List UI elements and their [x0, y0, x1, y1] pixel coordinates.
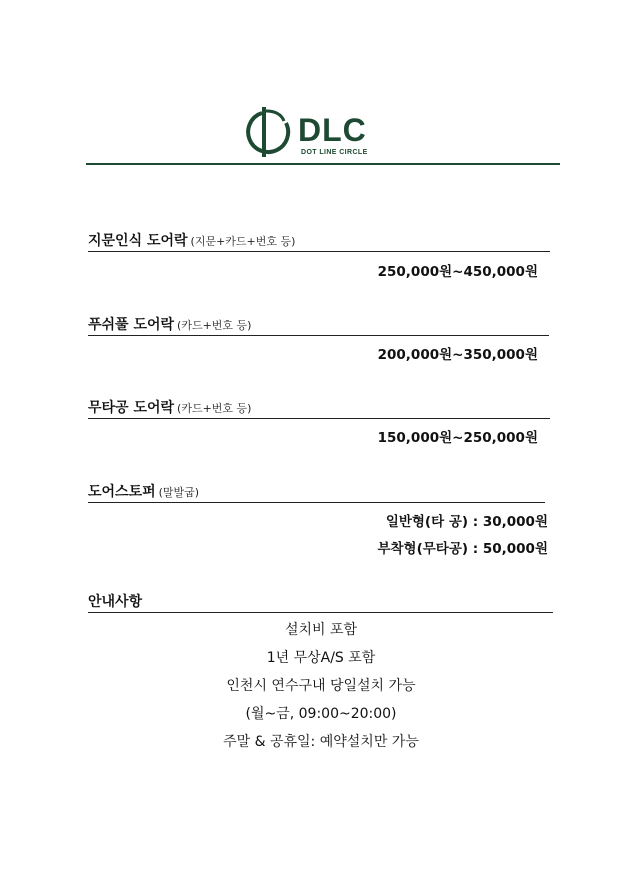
- notice-line: 설치비 포함: [284, 622, 358, 638]
- price-range: 250,000원~450,000원: [377, 264, 538, 280]
- section-note: (말발굽): [158, 486, 200, 499]
- section-fingerprint-doorlock: [88, 230, 550, 252]
- section-notice: [88, 591, 553, 613]
- section-title: 푸쉬풀 도어락: [88, 317, 175, 333]
- section-nodrill-doorlock: [88, 397, 550, 419]
- section-header: [88, 481, 545, 503]
- notice-title: 안내사항: [88, 594, 143, 610]
- brand-tagline: DOT LINE CIRCLE: [301, 149, 368, 156]
- section-doorstopper: [88, 481, 545, 503]
- price-attached: 부착형(무타공) : 50,000원: [377, 541, 548, 557]
- price-range: 150,000원~250,000원: [377, 430, 538, 446]
- section-header: [88, 314, 549, 336]
- price-standard: 일반형(타 공) : 30,000원: [385, 514, 548, 530]
- header-divider: [86, 163, 560, 165]
- price-range: 200,000원~350,000원: [377, 347, 538, 363]
- section-note: (카드+번호 등): [177, 319, 252, 332]
- dlc-logo-icon: [246, 103, 292, 159]
- section-header: [88, 230, 550, 252]
- notice-line: 주말 & 공휴일: 예약설치만 가능: [223, 734, 419, 750]
- brand-logo: [246, 103, 386, 159]
- section-title: 지문인식 도어락: [88, 233, 188, 249]
- notice-line: (월~금, 09:00~20:00): [245, 706, 397, 722]
- section-header: [88, 591, 553, 613]
- section-header: [88, 397, 550, 419]
- section-note: (카드+번호 등): [177, 402, 252, 415]
- notice-line: 1년 무상A/S 포함: [266, 650, 376, 666]
- section-note: (지문+카드+번호 등): [190, 235, 296, 248]
- section-pushpull-doorlock: [88, 314, 549, 336]
- notice-line: 인천시 연수구내 당일설치 가능: [226, 678, 416, 694]
- section-title: 무타공 도어락: [88, 400, 175, 416]
- section-title: 도어스토퍼: [88, 484, 156, 500]
- brand-name: DLC: [298, 112, 367, 148]
